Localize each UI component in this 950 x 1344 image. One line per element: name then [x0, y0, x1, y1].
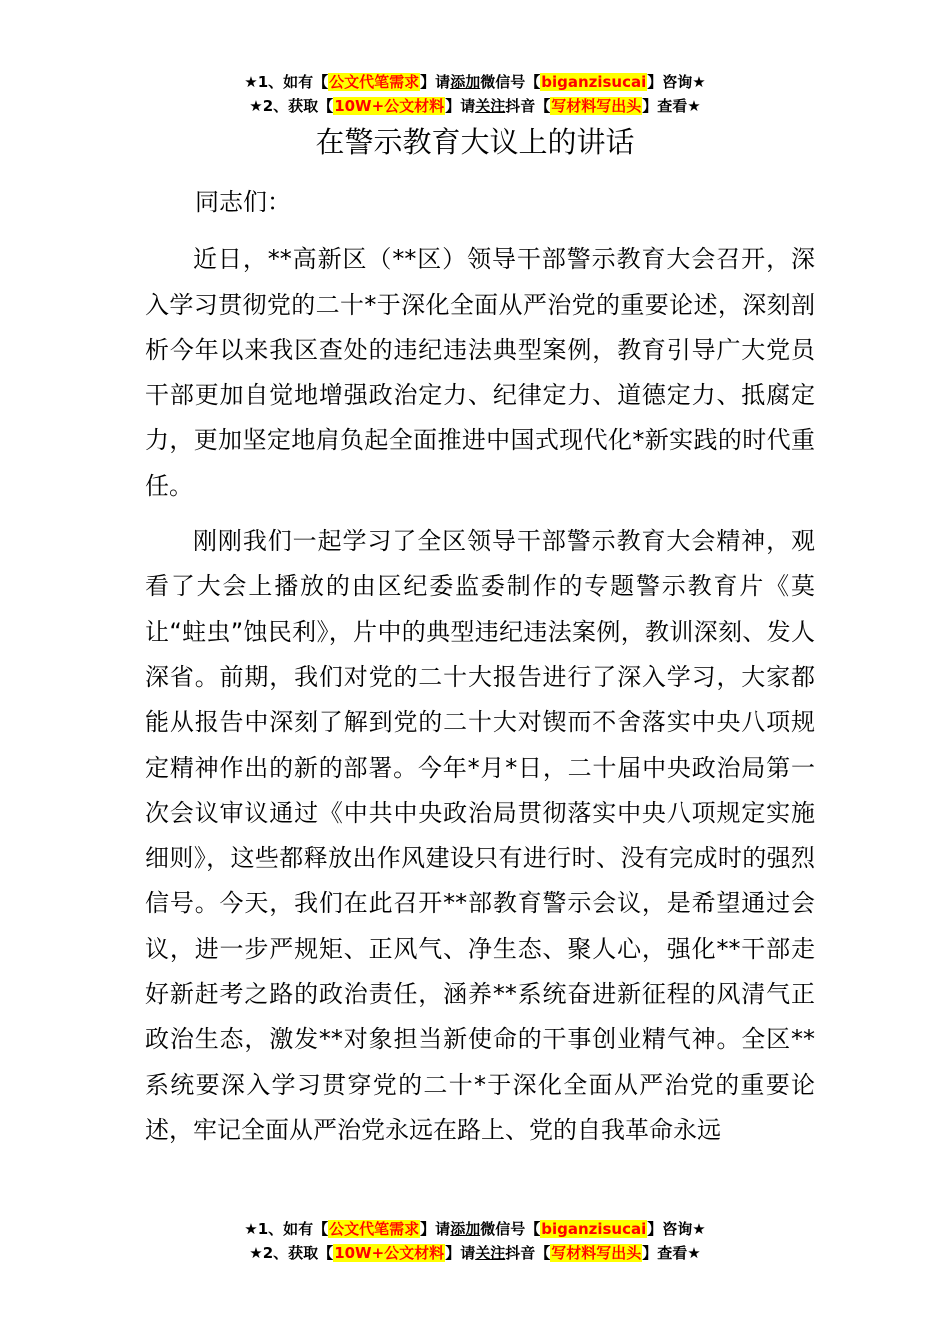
banner-highlight-douyin: 写材料写出头 [551, 1244, 642, 1262]
banner-line-2 [0, 1241, 950, 1265]
banner-underlined-word: 添加 [450, 1220, 481, 1238]
banner-text: ★2、获取【 [249, 97, 334, 115]
banner-text: 微信号【 [480, 1220, 541, 1238]
banner-text: 】请 [445, 1244, 476, 1262]
banner-highlight-wechat-id: biganzisucai [541, 1220, 647, 1238]
footer-banner [0, 1217, 950, 1265]
banner-highlight-materials: 10W+公文材料 [334, 1244, 445, 1262]
header-banner [0, 70, 950, 118]
document-title: 在警示教育大议上的讲话 [315, 125, 635, 159]
banner-text: ★2、获取【 [249, 1244, 334, 1262]
banner-text: 】请 [445, 97, 476, 115]
banner-text: 】咨询★ [647, 1220, 706, 1238]
body-paragraph: 近日，**高新区（**区）领导干部警示教育大会召开，深入学习贯彻党的二十*于深化全面从严治党的重要论述，深刻剖析今年以来我区查处的违纪违法典型案例，教育引导广大党员干部更加自觉地增强政治定力、纪律定力、道德定力、抵腐定力，更加坚定地肩负起全面推进中国式现代化*新实践的时代重任。 [145, 245, 815, 500]
banner-line-2 [0, 94, 950, 118]
banner-text: 抖音【 [505, 1244, 551, 1262]
banner-line-1 [0, 1217, 950, 1241]
banner-highlight-douyin: 写材料写出头 [551, 97, 642, 115]
banner-highlight-materials: 10W+公文材料 [334, 97, 445, 115]
banner-text: 】请 [420, 1220, 451, 1238]
banner-text: 】咨询★ [647, 73, 706, 91]
banner-text: ★1、如有【 [244, 73, 329, 91]
banner-text: 抖音【 [505, 97, 551, 115]
document-body [145, 180, 815, 1153]
banner-text: 】查看★ [642, 1244, 701, 1262]
banner-highlight-wechat-id: biganzisucai [541, 73, 647, 91]
greeting: 同志们： [195, 188, 291, 216]
banner-underlined-word: 关注 [475, 97, 506, 115]
banner-underlined-word: 添加 [450, 73, 481, 91]
banner-underlined-word: 关注 [475, 1244, 506, 1262]
banner-text: 】查看★ [642, 97, 701, 115]
banner-line-1 [0, 70, 950, 94]
banner-text: 】请 [420, 73, 451, 91]
banner-text: 微信号【 [480, 73, 541, 91]
banner-text: ★1、如有【 [244, 1220, 329, 1238]
body-paragraph: 刚刚我们一起学习了全区领导干部警示教育大会精神，观看了大会上播放的由区纪委监委制作的专题警示教育片《莫让“蛀虫”蚀民利》，片中的典型违纪违法案例，教训深刻、发人深省。前期，我们对党的二十大报告进行了深入学习，大家都能从报告中深刻了解到党的二十大对锲而不舍落实中央八项规定精神作出的新的部署。今年*月*日，二十届中央政治局第一次会议审议通过《中共中央政治局贯彻落实中央八项规定实施细则》，这些都释放出作风建设只有进行时、没有完成时的强烈信号。今天，我们在此召开**部教育警示会议，是希望通过会议，进一步严规矩、正风气、净生态、聚人心，强化**干部走好新赶考之路的政治责任，涵养**系统奋进新征程的风清气正政治生态，激发**对象担当新使命的干事创业精气神。全区**系统要深入学习贯穿党的二十*于深化全面从严治党的重要论述，牢记全面从严治党永远在路上、党的自我革命永远 [145, 527, 815, 1144]
banner-highlight-service: 公文代笔需求 [329, 73, 420, 91]
banner-highlight-service: 公文代笔需求 [329, 1220, 420, 1238]
